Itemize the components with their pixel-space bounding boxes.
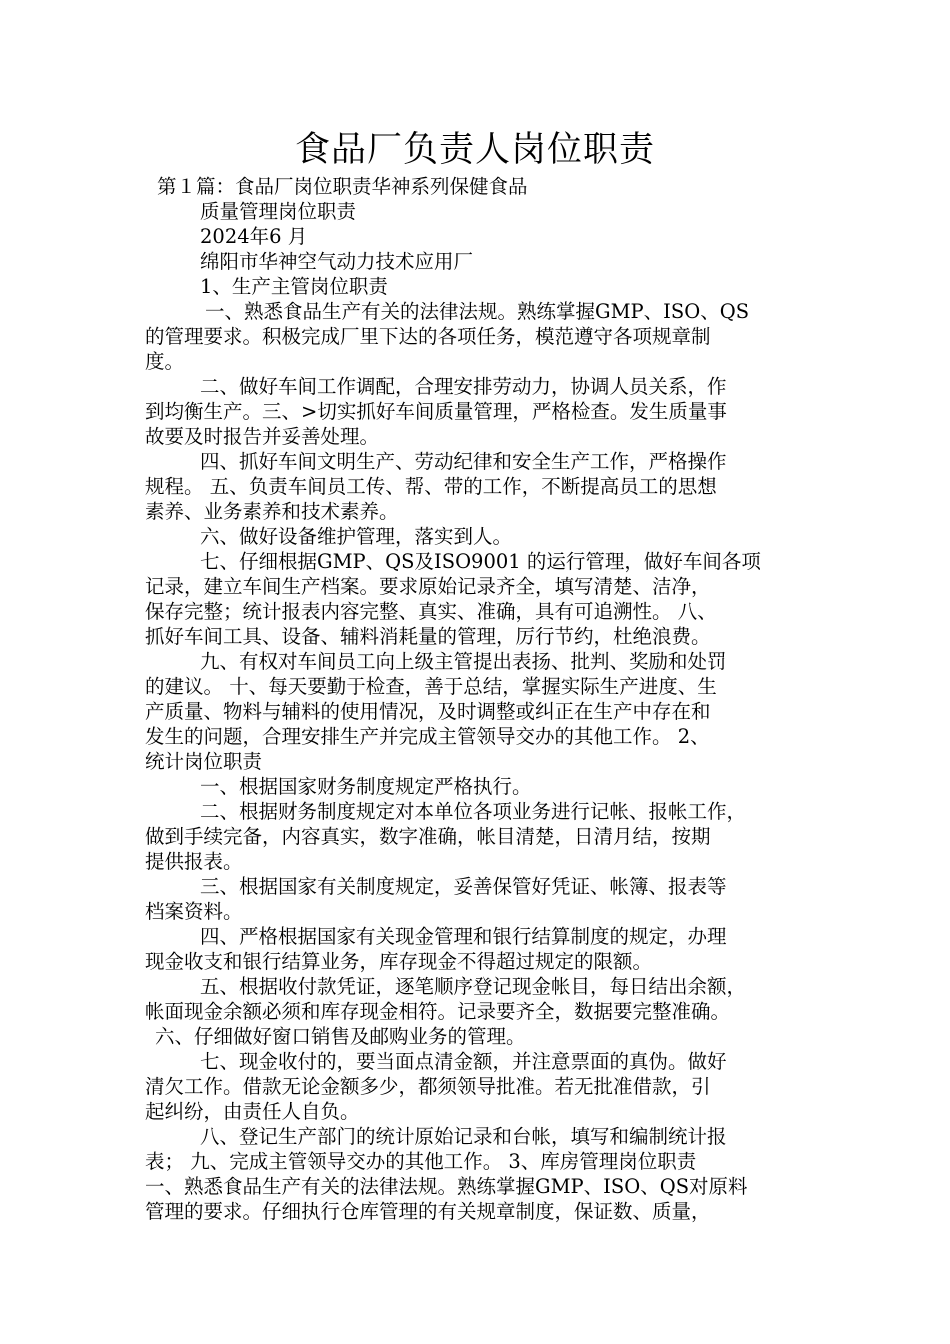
text-line: 现金收支和银行结算业务，库存现金不得超过规定的限额。 xyxy=(145,950,653,973)
text-line: 帐面现金余额必须和库存现金相符。记录要齐全，数据要完整准确。 xyxy=(145,1000,731,1023)
text-line: 统计岗位职责 xyxy=(145,750,263,773)
document-title: 食品厂负责人岗位职责 xyxy=(294,130,655,170)
text-line: 一、熟悉食品生产有关的法律法规。熟练掌握GMP、ISO、QS xyxy=(205,300,750,323)
text-line: 发生的问题，合理安排生产并完成主管领导交办的其他工作。 2、 xyxy=(145,725,710,748)
text-line: 起纠纷，由责任人自负。 xyxy=(145,1100,360,1123)
text-line: 一、熟悉食品生产有关的法律法规。熟练掌握GMP、ISO、QS对原料 xyxy=(145,1175,748,1198)
text-line: 管理的要求。仔细执行仓库管理的有关规章制度，保证数、质量， xyxy=(145,1200,711,1223)
text-line: 做到手续完备，内容真实，数字准确，帐目清楚，日清月结，按期 xyxy=(145,825,711,848)
text-line: 度。 xyxy=(145,350,185,373)
text-line: 表； 九、完成主管领导交办的其他工作。 3、库房管理岗位职责 xyxy=(145,1150,697,1173)
text-line: 绵阳市华神空气动力技术应用厂 xyxy=(200,250,474,273)
text-line: 档案资料。 xyxy=(145,900,243,923)
text-line: 四、严格根据国家有关现金管理和银行结算制度的规定，办理 xyxy=(200,925,727,948)
text-line: 素养、业务素养和技术素养。 xyxy=(145,500,399,523)
text-line: 故要及时报告并妥善处理。 xyxy=(145,425,380,448)
text-line: 到均衡生产。三、>切实抓好车间质量管理，严格检查。发生质量事 xyxy=(145,400,727,423)
text-line: 六、做好设备维护管理，落实到人。 xyxy=(200,525,513,548)
text-line: 四、抓好车间文明生产、劳动纪律和安全生产工作，严格操作 xyxy=(200,450,727,473)
text-line: 2024年6 月 xyxy=(200,225,308,248)
text-line: 规程。 五、负责车间员工传、帮、带的工作，不断提高员工的思想 xyxy=(145,475,717,498)
text-line: 清欠工作。借款无论金额多少，都须领导批准。若无批准借款，引 xyxy=(145,1075,711,1098)
text-line: 三、根据国家有关制度规定，妥善保管好凭证、帐簿、报表等 xyxy=(200,875,727,898)
text-line: 第１篇：食品厂岗位职责华神系列保健食品 xyxy=(157,175,528,198)
text-line: 记录，建立车间生产档案。要求原始记录齐全，填写清楚、洁净， xyxy=(145,575,711,598)
text-line: 二、根据财务制度规定对本单位各项业务进行记帐、报帐工作， xyxy=(200,800,747,823)
text-line: 1、生产主管岗位职责 xyxy=(200,275,388,298)
text-line: 二、做好车间工作调配，合理安排劳动力，协调人员关系，作 xyxy=(200,375,727,398)
text-line: 七、现金收付的，要当面点清金额，并注意票面的真伪。做好 xyxy=(200,1050,727,1073)
text-line: 保存完整；统计报表内容完整、真实、准确，具有可追溯性。 八、 xyxy=(145,600,717,623)
text-line: 七、仔细根据GMP、QS及ISO9001 的运行管理，做好车间各项 xyxy=(200,550,761,573)
text-line: 六、仔细做好窗口销售及邮购业务的管理。 xyxy=(155,1025,526,1048)
text-line: 九、有权对车间员工向上级主管提出表扬、批判、奖励和处罚 xyxy=(200,650,727,673)
text-line: 的建议。 十、每天要勤于检查，善于总结，掌握实际生产进度、生 xyxy=(145,675,717,698)
text-line: 质量管理岗位职责 xyxy=(200,200,357,223)
text-line: 抓好车间工具、设备、辅料消耗量的管理，厉行节约，杜绝浪费。 xyxy=(145,625,711,648)
text-line: 五、根据收付款凭证，逐笔顺序登记现金帐目，每日结出余额， xyxy=(200,975,747,998)
text-line: 八、登记生产部门的统计原始记录和台帐，填写和编制统计报 xyxy=(200,1125,727,1148)
text-line: 产质量、物料与辅料的使用情况，及时调整或纠正在生产中存在和 xyxy=(145,700,711,723)
text-line: 提供报表。 xyxy=(145,850,243,873)
text-line: 的管理要求。积极完成厂里下达的各项任务，模范遵守各项规章制 xyxy=(145,325,711,348)
text-line: 一、根据国家财务制度规定严格执行。 xyxy=(200,775,532,798)
